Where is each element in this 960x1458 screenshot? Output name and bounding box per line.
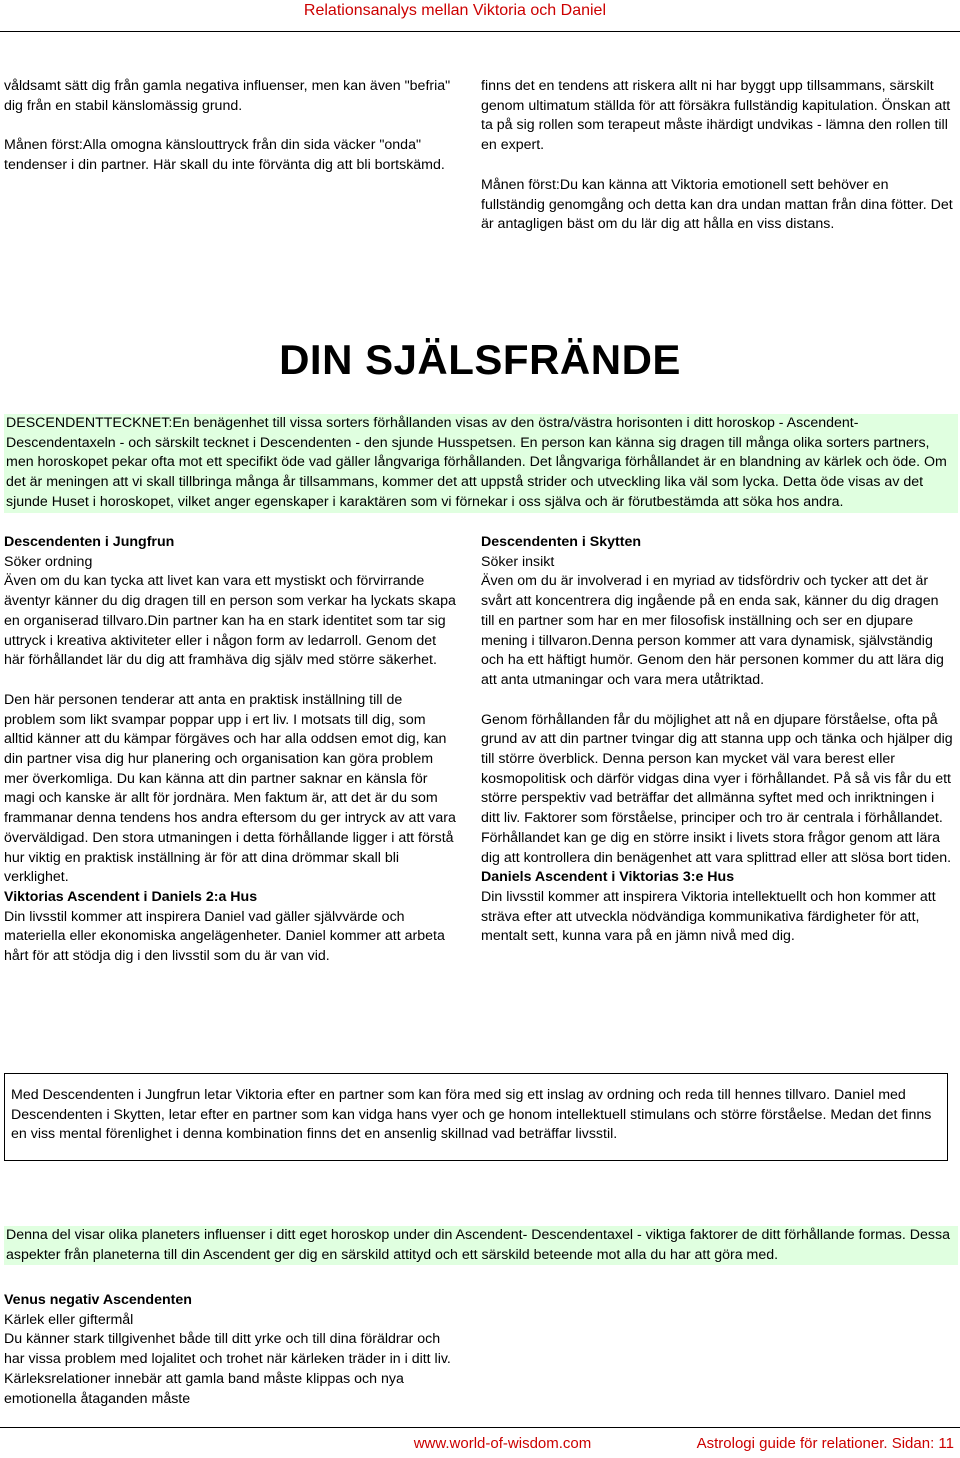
descendent-intro-text: DESCENDENTTECKNET:En benägenhet till vissa sorters förhållanden visas av den östra/västra horisonten i ditt horoskop - Ascendent-Descendentaxeln - och särskilt tecknet i Descendenten - den sjunde Husspetsen. En person kan känna sig dragen till många olika sorters partners, men horoskopet pekar ofta mot ett specifikt öde vad gäller långvariga förhållanden. Det långvariga förhållandet är en blandning av kärlek och öde. Om det är meningen att vi skall tillbringa många år tillsammans, kommer det att uppstå strider och utveckling lika väl som lycka. Detta öde visas av det sjunde Huset i horoskopet, vilket anger egenskaper i karaktären som vi förnekar i oss själva och är förutbestämda att söka hos andra. [6, 415, 947, 510]
summary-box [4, 1073, 948, 1161]
summary-text: Med Descendenten i Jungfrun letar Viktoria efter en partner som kan föra med sig ett inslag av ordning och reda till hennes tillvaro. Daniel med Descendenten i Skytten, letar efter en partner som kan vidga hans vyer och ge honom intellektuell stimulans och större förståelse. Medan det finns en viss mental förenlighet i denna kombination finns det en ansenlig skillnad vad beträffar livsstil. [11, 1087, 932, 1143]
spacer [481, 691, 953, 711]
left-heading-2: Viktorias Ascendent i Daniels 2:a Hus [4, 888, 258, 905]
right-column [481, 533, 953, 947]
top-left-paragraph-2: Månen först:Alla omogna känslouttryck från din sida väcker "onda" tendenser i din partner. Här skall du inte förvänta dig att bli bortskämd. [4, 137, 445, 174]
header-rule [0, 31, 960, 32]
right-paragraph-1: Även om du är involverad i en myriad av tidsfördriv och tycker att det är svårt att koncentrera dig ingående på en enda sak, känner du dig dragen till en partner som har en mer filosofisk inställning och ser en djupare mening i tillvaron.Denna person kommer att vara dynamisk, självständig och ha ett häftigt humör. Genom den här personen kommer du att lära dig att anta utmaningar och vara mera utåtriktad. [481, 573, 944, 688]
venus-paragraph: Du känner stark tillgivenhet både till ditt yrke och till dina föräldrar och har vissa problem med lojalitet och trohet när kärleken träder in i ditt liv. Kärleksrelationer innebär att gamla band måste klippas och nya emotionella åtaganden måste [4, 1331, 451, 1407]
guide-page-number: Astrologi guide för relationer. Sidan: 11 [696, 1435, 954, 1452]
venus-heading: Venus negativ Ascendenten [4, 1292, 192, 1308]
report-title: Relationsanalys mellan Viktoria och Daniel [303, 2, 606, 19]
right-heading-2: Daniels Ascendent i Viktorias 3:e Hus [481, 869, 735, 886]
left-paragraph-2: Den här personen tenderar att anta en praktisk inställning till de problem som likt svampar poppar upp i ert liv. I motsats till dig, som alltid känner att du kämpar förgäves och har alla oddsen emot dig, kan din partner visa dig hur planering och organisation kan göra problem mer överkomliga. Du kan känna att din partner saknar en känsla för magi och kanske är allt för jordnära. Men faktum är, att det är du som frammanar denna tendens hos andra eftersom du ger intryck av att vara överväldigad. Den stora utmaningen i detta förhållande ligger i att förstå hur viktig en praktisk inställning är för att dina drömmar skall bli verklighet. [4, 691, 456, 886]
left-paragraph-1: Även om du kan tycka att livet kan vara ett mystiskt och förvirrande äventyr känner du dig dragen till en person som verkar ha lyckats skapa en organiserad tillvaro.Din partner kan ha en stark identitet som tar sig uttryck i kreativa aktiviteter eller i någon form av ledarroll. Genom det här förhållandet lär du dig att framhäva dig själv med större säkerhet. [4, 573, 456, 669]
top-right-column [481, 77, 953, 255]
top-left-paragraph-1: våldsamt sätt dig från gamla negativa influenser, men kan även "befria" dig från en stabil känslomässig grund. [4, 78, 451, 114]
right-heading: Descendenten i Skytten [481, 534, 642, 550]
section-title: DIN SJÄLSFRÄNDE [279, 336, 681, 383]
top-right-paragraph-1: finns det en tendens att riskera allt ni har byggt upp tillsammans, särskilt genom ultimatum ställda för att försäkra fullständig kapitulation. Önskan att ta på sig rollen som terapeut måste ihärdigt undvikas - lämna den rollen till en expert. [481, 78, 951, 154]
left-paragraph-3: Din livsstil kommer att inspirera Daniel vad gäller självvärde och materiella eller ekonomiska angelägenheter. Daniel kommer att arbeta hårt för att stödja dig i den livsstil som du är van vid. [4, 908, 445, 965]
venus-subheading: Kärlek eller giftermål [4, 1311, 134, 1328]
site-link[interactable]: www.world-of-wisdom.com [413, 1435, 592, 1452]
page-header [0, 0, 960, 22]
right-subheading: Söker insikt [481, 553, 555, 570]
left-subheading: Söker ordning [4, 553, 93, 570]
left-heading: Descendenten i Jungfrun [4, 534, 175, 550]
page-footer [414, 1434, 954, 1454]
right-paragraph-2: Genom förhållanden får du möjlighet att nå en djupare förståelse, ofta på grund av att din partner tvingar dig att stanna upp och tänka och hjälper dig till större överblick. Denna person kan mycket väl vara berest eller kosmopolitisk och därför vidgas dina vyer i förhållandet. På så vis får du ett större perspektiv vad beträffar det allmänna syftet med och inriktningen i ditt liv. Faktorer som förståelse, principer och tro är centrala i förhållandet. Förhållandet kan ge dig en större insikt i livets stora frågor genom att lära dig att kontrollera din benägenhet att vara splittrad eller att slösa bort tiden. [481, 711, 953, 866]
right-paragraph-3: Din livsstil kommer att inspirera Viktoria intellektuellt och hon kommer att sträva efter att utveckla nödvändiga kommunikativa färdigheter för att, mentalt sett, kunna vara på en jämn nivå med dig. [481, 888, 936, 945]
planet-intro-box [4, 1226, 958, 1265]
top-left-column [4, 77, 456, 196]
descendent-intro-box [4, 414, 958, 513]
top-right-paragraph-2: Månen först:Du kan känna att Viktoria emotionell sett behöver en fullständig genomgång och detta kan dra undan mattan från dina fötter. Det är antagligen bäst om du lär dig att hålla en viss distans. [481, 176, 953, 233]
left-column [4, 533, 456, 967]
footer-rule [0, 1427, 960, 1428]
spacer [4, 671, 456, 691]
planet-intro-text: Denna del visar olika planeters influenser i ditt eget horoskop under din Ascendent- Descendentaxel - viktiga faktorer de ditt förhållande formas. Dessa aspekter från planeterna till din Ascendent ger dig en särskild attityd och ett särskild beteende mot alla du har att göra med. [6, 1227, 950, 1263]
venus-section [4, 1291, 464, 1409]
